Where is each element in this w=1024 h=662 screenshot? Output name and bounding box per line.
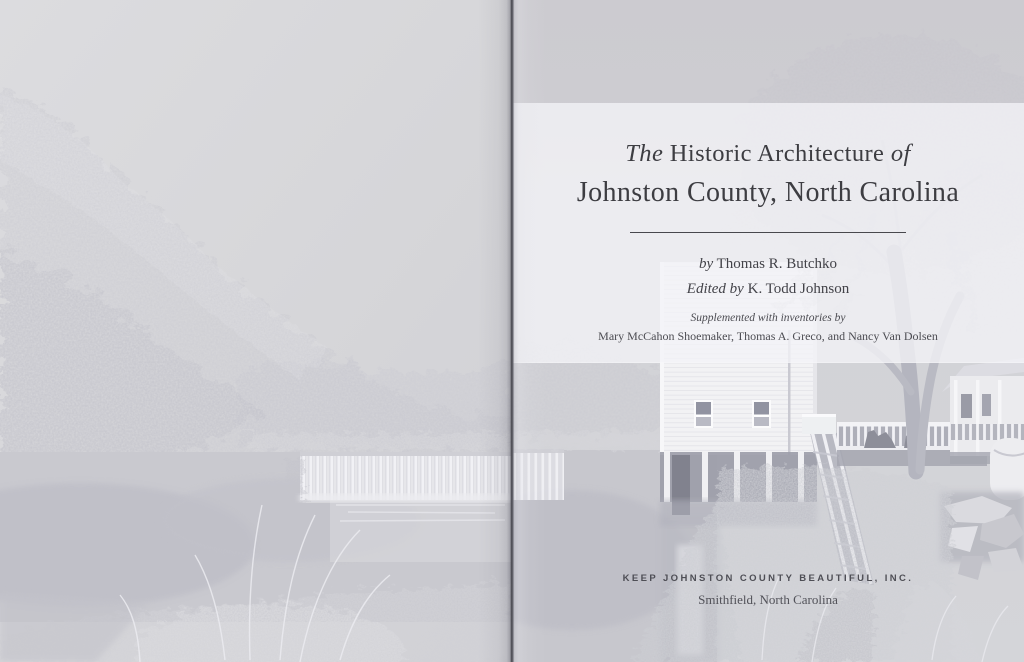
byline-prefix: by [698,256,714,272]
title-rule [512,232,1024,250]
byline [512,256,1024,273]
edited-line [512,281,1024,298]
supplement-line1: Supplemented with inventories by [690,312,846,324]
book-title-line1 [512,140,1024,168]
publisher-name: KEEP JOHNSTON COUNTY BEAUTIFUL, INC. [622,573,914,584]
title-lead-italic: The [625,140,664,167]
byline-name: Thomas R. Butchko [716,256,838,272]
title-page-text [512,0,1024,662]
publisher-location: Smithfield, North Carolina [698,592,838,607]
edited-name: K. Todd Johnson [747,281,850,297]
title-tail-italic: of [890,140,911,167]
edited-prefix: Edited by [686,281,744,297]
book-title-line2: Johnston County, North Carolina [576,177,960,208]
supplement-line2: Mary McCahon Shoemaker, Thomas A. Greco, and Nancy Van Dolsen [598,329,938,343]
title-main: Historic Architecture [669,140,885,167]
dam-bank [248,434,512,450]
